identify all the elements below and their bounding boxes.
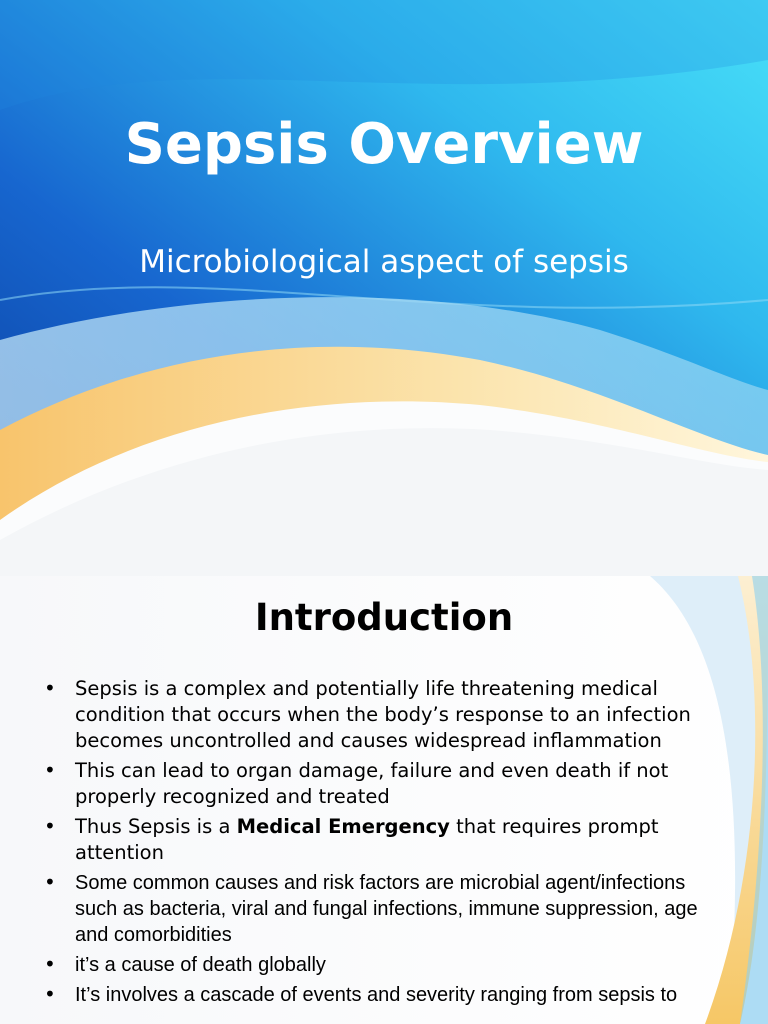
bullet-emphasis: Medical Emergency — [236, 815, 450, 838]
bullet-list — [42, 676, 732, 1012]
presentation-title: Sepsis Overview — [124, 112, 644, 177]
bullet-text: It’s involves a cascade of events and severity ranging from sepsis to — [75, 984, 678, 1006]
list-item — [42, 814, 732, 866]
list-item — [42, 952, 732, 978]
bullet-text: Sepsis is a complex and potentially life threatening medical condition that occurs when the body’s response to an infection becomes uncontrolled and causes widespread inflammation — [75, 677, 691, 752]
bullet-text: that requires prompt attention — [75, 815, 659, 864]
bullet-text: This can lead to organ damage, failure and even death if not properly recognized and treated — [75, 759, 669, 808]
list-item — [42, 982, 732, 1008]
introduction-slide — [0, 576, 768, 1024]
list-item — [42, 758, 732, 810]
slide-heading: Introduction — [254, 596, 514, 639]
bullet-text: it’s a cause of death globally — [75, 954, 326, 976]
list-item — [42, 870, 732, 948]
bullet-text: Thus Sepsis is a — [75, 815, 237, 838]
presentation-subtitle: Microbiological aspect of sepsis — [139, 244, 629, 280]
list-item — [42, 676, 732, 754]
bullet-text: Some common causes and risk factors are microbial agent/infections such as bacteria, viral and fungal infections, immune suppression, age and comorbidities — [75, 872, 698, 946]
